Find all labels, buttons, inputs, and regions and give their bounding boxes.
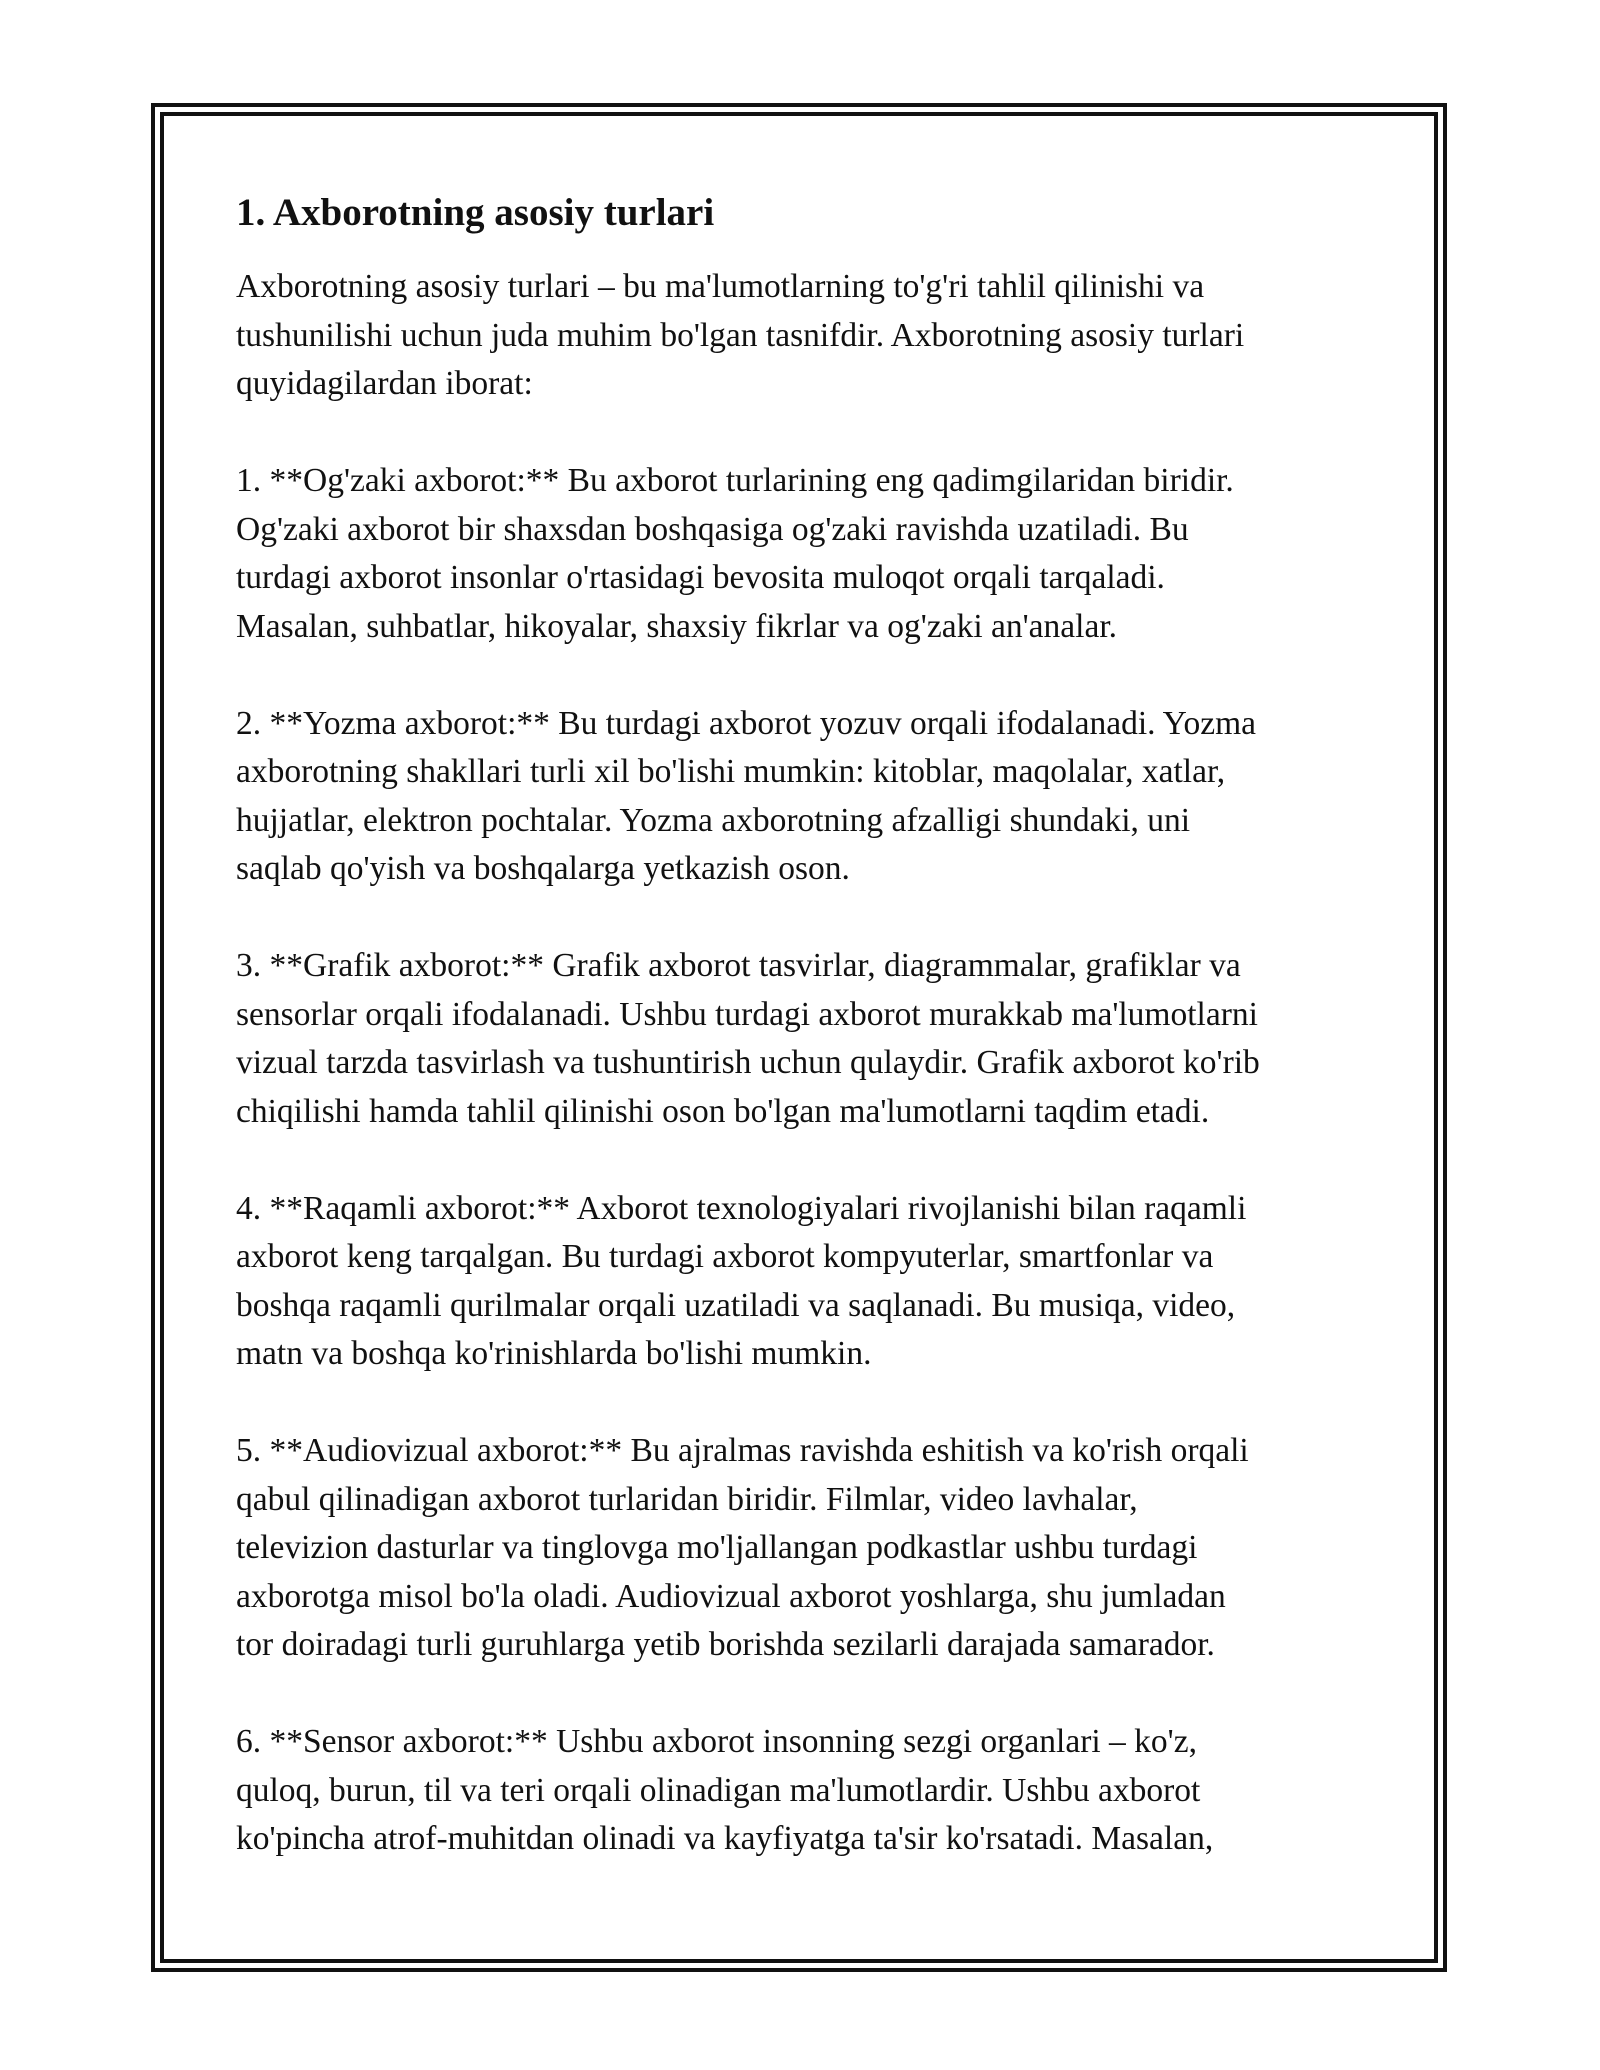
list-item-sensory-information: 6. **Sensor axborot:** Ushbu axborot insonning sezgi organlari – ko'z, quloq, burun, til va teri orqali olinadigan ma'lumotlardir. Ushbu axborot ko'pincha atrof-muhitdan olinadi va kayfiyatga ta'sir ko'rsatadi. Masalan, <box>236 1723 1214 1857</box>
list-item-graphic-information: 3. **Grafik axborot:** Grafik axborot tasvirlar, diagrammalar, grafiklar va sensorlar orqali ifodalanadi. Ushbu turdagi axborot murakkab ma'lumotlarni vizual tarzda tasvirlash va tushuntirish uchun qulaydir. Grafik axborot ko'rib chiqilishi hamda tahlil qilinishi oson bo'lgan ma'lumotlarni taqdim etadi. <box>236 947 1260 1130</box>
list-item-written-information: 2. **Yozma axborot:** Bu turdagi axborot yozuv orqali ifodalanadi. Yozma axborotning shakllari turli xil bo'lishi mumkin: kitoblar, maqolalar, xatlar, hujjatlar, elektron pochtalar. Yozma axborotning afzalligi shundaki, uni saqlab qo'yish va boshqalarga yetkazish oson. <box>236 704 1257 887</box>
section-heading: 1. Axborotning asosiy turlari <box>236 191 715 234</box>
list-item-oral-information: 1. **Og'zaki axborot:** Bu axborot turlarining eng qadimgilaridan biridir. Og'zaki axborot bir shaxsdan boshqasiga og'zaki ravishda uzatiladi. Bu turdagi axborot insonlar o'rtasidagi bevosita muloqot orqali tarqaladi. Masalan, suhbatlar, hikoyalar, shaxsiy fikrlar va og'zaki an'analar. <box>236 462 1234 645</box>
list-item-digital-information: 4. **Raqamli axborot:** Axborot texnologiyalari rivojlanishi bilan raqamli axborot keng tarqalgan. Bu turdagi axborot kompyuterlar, smartfonlar va boshqa raqamli qurilmalar orqali uzatiladi va saqlanadi. Bu musiqa, video, matn va boshqa ko'rinishlarda bo'lishi mumkin. <box>236 1189 1247 1372</box>
intro-paragraph: Axborotning asosiy turlari – bu ma'lumotlarning to'g'ri tahlil qilinishi va tushunilishi uchun juda muhim bo'lgan tasnifdir. Axborotning asosiy turlari quyidagilardan iborat: <box>236 268 1245 402</box>
document-body <box>236 185 1386 1912</box>
list-item-audiovisual-information: 5. **Audiovizual axborot:** Bu ajralmas ravishda eshitish va ko'rish orqali qabul qilinadigan axborot turlaridan biridir. Filmlar, video lavhalar, televizion dasturlar va tinglovga mo'ljallangan podkastlar ushbu turdagi axborotga misol bo'la oladi. Audiovizual axborot yoshlarga, shu jumladan tor doiradagi turli guruhlarga yetib borishda sezilarli darajada samarador. <box>236 1432 1249 1663</box>
